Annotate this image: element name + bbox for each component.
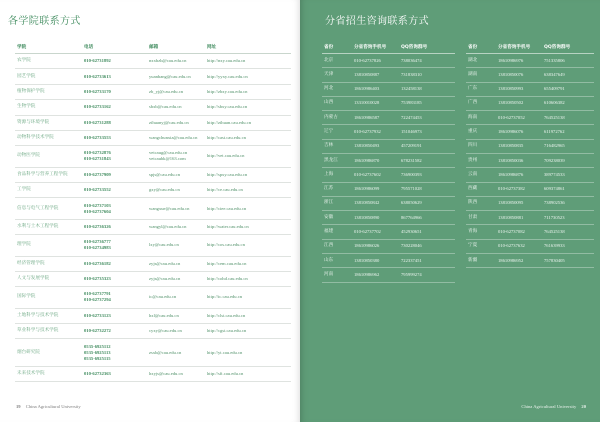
province-name: 天津 bbox=[322, 68, 352, 82]
website-url: http://nxy.cau.edu.cn bbox=[205, 54, 291, 69]
phone-number: 010-62731843 bbox=[84, 156, 111, 162]
province-name: 上海 bbox=[322, 168, 352, 182]
website-url: http://vet.cau.edu.cn bbox=[205, 146, 291, 167]
province-name: 江苏 bbox=[322, 182, 352, 196]
publication-name: China Agricultural University bbox=[25, 404, 81, 409]
college-name: 生物学院 bbox=[15, 100, 82, 115]
qq-group-number: 761639933 bbox=[542, 239, 594, 253]
phone-number: 010-62734983 bbox=[84, 245, 111, 251]
phone-number: 010-62737791 bbox=[84, 291, 111, 297]
phone-number: 0535-6925113 bbox=[84, 349, 111, 355]
email-cell bbox=[147, 235, 205, 256]
qq-group-number: 711730523 bbox=[542, 211, 594, 225]
email-address: wangyl@cau.edu.cn bbox=[149, 223, 187, 229]
qq-group-number: 730228046 bbox=[399, 239, 455, 253]
province-contacts-table-right bbox=[466, 41, 594, 268]
province-name: 青海 bbox=[466, 225, 496, 239]
table-row bbox=[466, 68, 594, 82]
college-contacts-table bbox=[15, 41, 291, 382]
email-cell bbox=[147, 183, 205, 198]
phone-cell bbox=[82, 146, 147, 167]
province-name: 江西 bbox=[322, 239, 352, 253]
email-cell bbox=[147, 198, 205, 219]
phone-number: 010-62733552 bbox=[84, 187, 111, 193]
phone-cell bbox=[82, 287, 147, 308]
qq-group-number: 716482965 bbox=[542, 139, 594, 153]
province-name: 福建 bbox=[322, 225, 352, 239]
table-row bbox=[15, 84, 291, 99]
table-row bbox=[15, 219, 291, 234]
table-row bbox=[322, 168, 455, 182]
table-row bbox=[322, 125, 455, 139]
phone-number: 010-62732876 bbox=[84, 150, 111, 156]
qq-group-number: 638050629 bbox=[399, 196, 455, 210]
qq-group-number: 722337451 bbox=[399, 253, 455, 267]
table-row bbox=[466, 225, 594, 239]
email-cell bbox=[147, 287, 205, 308]
consult-phone: 13810850095 bbox=[496, 196, 542, 210]
email-cell bbox=[147, 339, 205, 366]
consult-phone: 18610986952 bbox=[496, 253, 542, 267]
table-row bbox=[322, 139, 455, 153]
consult-phone: 010-62737632 bbox=[496, 239, 542, 253]
phone-number: 010-62735323 bbox=[84, 276, 111, 282]
consult-phone: 010-62737602 bbox=[352, 168, 399, 182]
table-row bbox=[15, 366, 291, 381]
consult-phone: 010-62737702 bbox=[352, 225, 399, 239]
qq-group-number: 764525138 bbox=[542, 111, 594, 125]
phone-cell bbox=[82, 115, 147, 130]
consult-phone: 18610986099 bbox=[352, 182, 399, 196]
qq-group-number: 151046973 bbox=[399, 125, 455, 139]
phone-cell bbox=[82, 167, 147, 182]
college-name: 资源与环境学院 bbox=[15, 115, 82, 130]
column-header-province: 省份 bbox=[322, 41, 352, 54]
consult-phone: 13810850890 bbox=[352, 211, 399, 225]
table-row bbox=[15, 308, 291, 323]
college-name: 烟台研究院 bbox=[15, 339, 82, 366]
phone-number: 010-62737909 bbox=[84, 171, 111, 177]
phone-number: 0535-6925115 bbox=[84, 355, 111, 361]
email-address: yuanbang@cau.edu.cn bbox=[149, 73, 191, 79]
email-address: lxy@cau.edu.cn bbox=[149, 242, 179, 248]
province-name: 陕西 bbox=[466, 196, 496, 210]
email-address: vetcaubk@163.com bbox=[149, 156, 186, 162]
province-name: 四川 bbox=[466, 139, 496, 153]
phone-cell bbox=[82, 54, 147, 69]
phone-cell bbox=[82, 69, 147, 84]
province-name: 新疆 bbox=[466, 253, 496, 267]
table-row bbox=[466, 253, 594, 267]
email-address: cyxy@cau.edu.cn bbox=[149, 328, 182, 334]
province-name: 河北 bbox=[322, 82, 352, 96]
phone-number: 0535-6925112 bbox=[84, 343, 111, 349]
email-cell bbox=[147, 69, 205, 84]
province-name: 西藏 bbox=[466, 182, 496, 196]
consult-phone: 13810850881 bbox=[496, 211, 542, 225]
email-address: wangxue@cau.edu.cn bbox=[149, 205, 190, 211]
table-row bbox=[15, 69, 291, 84]
qq-group-number: 457209191 bbox=[399, 139, 455, 153]
email-cell bbox=[147, 219, 205, 234]
page-title: 各学院联系方式 bbox=[8, 16, 81, 27]
college-name: 人文与发展学院 bbox=[15, 271, 82, 286]
email-address: hxl@cau.edu.cn bbox=[149, 312, 179, 318]
consult-phone: 18610986403 bbox=[352, 82, 399, 96]
website-url: http://ce.cau.edu.cn bbox=[205, 183, 291, 198]
table-row bbox=[15, 146, 291, 167]
phone-number: 010-62737294 bbox=[84, 297, 111, 303]
qq-group-number: 611972762 bbox=[542, 125, 594, 139]
phone-cell bbox=[82, 219, 147, 234]
qq-group-number: 757830405 bbox=[542, 253, 594, 267]
table-row bbox=[466, 182, 594, 196]
email-address: wangchunxia@cau.edu.cn bbox=[149, 135, 198, 141]
table-row bbox=[466, 139, 594, 153]
email-address: zyjs@cau.edu.cn bbox=[149, 260, 181, 266]
province-contacts-table-left bbox=[322, 41, 455, 283]
table-row bbox=[466, 168, 594, 182]
phone-number: 010-62737604 bbox=[84, 208, 111, 214]
email-address: zb_yj@cau.edu.cn bbox=[149, 88, 184, 94]
phone-number: 010-62736777 bbox=[84, 239, 111, 245]
consult-phone: 010-62737382 bbox=[496, 182, 542, 196]
college-name: 草业科学与技术学院 bbox=[15, 324, 82, 339]
qq-group-number: 795999274 bbox=[399, 268, 455, 282]
email-cell bbox=[147, 130, 205, 145]
website-url: http://yyxy.cau.edu.cn bbox=[205, 69, 291, 84]
page-footer bbox=[12, 404, 81, 409]
province-name: 黑龙江 bbox=[322, 153, 352, 167]
website-url: http://cast.cau.edu.cn bbox=[205, 130, 291, 145]
qq-group-number: 678231582 bbox=[399, 153, 455, 167]
phone-number: 010-62733162 bbox=[84, 104, 111, 110]
college-name: 食品科学与营养工程学院 bbox=[15, 167, 82, 182]
qq-group-number: 753983185 bbox=[399, 96, 455, 110]
phone-number: 010-62733613 bbox=[84, 73, 111, 79]
table-row bbox=[15, 235, 291, 256]
website-url: http://zbxy.cau.edu.cn bbox=[205, 84, 291, 99]
column-header-website: 网址 bbox=[205, 41, 291, 54]
table-row bbox=[466, 153, 594, 167]
consult-phone: 010-62737932 bbox=[352, 125, 399, 139]
consult-phone: 18610986587 bbox=[352, 111, 399, 125]
website-url: http://sft.cau.edu.cn bbox=[205, 366, 291, 381]
consult-phone: 13810850493 bbox=[352, 139, 399, 153]
college-name: 工学院 bbox=[15, 183, 82, 198]
phone-cell bbox=[82, 271, 147, 286]
phone-cell bbox=[82, 100, 147, 115]
email-address: ic@cau.edu.cn bbox=[149, 294, 177, 300]
province-name: 广西 bbox=[466, 96, 496, 110]
table-row bbox=[15, 100, 291, 115]
email-address: zyjs@cau.edu.cn bbox=[149, 276, 181, 282]
consult-phone: 13810850036 bbox=[496, 153, 542, 167]
consult-phone: 13810850887 bbox=[352, 68, 399, 82]
phone-number: 010-62736182 bbox=[84, 260, 111, 266]
email-cell bbox=[147, 256, 205, 271]
page-number: 20 bbox=[581, 404, 586, 409]
qq-group-number: 795571028 bbox=[399, 182, 455, 196]
phone-cell bbox=[82, 235, 147, 256]
website-url: http://clst.cau.edu.cn bbox=[205, 308, 291, 323]
website-url: http://cgst.cau.edu.cn bbox=[205, 324, 291, 339]
column-header-phone: 分省咨询手机号 bbox=[496, 41, 542, 54]
email-cell bbox=[147, 84, 205, 99]
college-name: 植物保护学院 bbox=[15, 84, 82, 99]
table-row bbox=[322, 111, 455, 125]
qq-group-number: 452930651 bbox=[399, 225, 455, 239]
qq-group-number: 731838310 bbox=[399, 68, 455, 82]
consult-phone: 010-62737052 bbox=[496, 111, 542, 125]
consult-phone: 18610986976 bbox=[496, 54, 542, 68]
column-header-province: 省份 bbox=[466, 41, 496, 54]
table-row bbox=[322, 253, 455, 267]
table-row bbox=[322, 153, 455, 167]
province-name: 海南 bbox=[466, 111, 496, 125]
phone-number: 010-62736326 bbox=[84, 223, 111, 229]
consult-phone: 010-62737082 bbox=[496, 225, 542, 239]
column-header-college: 学院 bbox=[15, 41, 82, 54]
table-row bbox=[466, 196, 594, 210]
consult-phone: 18610986026 bbox=[352, 239, 399, 253]
consult-phone: 13810850380 bbox=[352, 253, 399, 267]
province-name: 云南 bbox=[466, 168, 496, 182]
table-row bbox=[466, 82, 594, 96]
college-name: 水利与土木工程学院 bbox=[15, 219, 82, 234]
table-row bbox=[322, 268, 455, 282]
province-name: 贵州 bbox=[466, 153, 496, 167]
email-address: spjs@cau.edu.cn bbox=[149, 171, 181, 177]
website-url: http://water.cau.edu.cn bbox=[205, 219, 291, 234]
phone-number: 010-62737103 bbox=[84, 202, 111, 208]
phone-number: 010-62731892 bbox=[84, 58, 111, 64]
table-row bbox=[15, 287, 291, 308]
qq-group-number: 609374861 bbox=[542, 182, 594, 196]
phone-number: 010-62732272 bbox=[84, 328, 111, 334]
table-row bbox=[15, 339, 291, 366]
qq-group-number: 738036474 bbox=[399, 54, 455, 68]
email-address: gxy@cau.edu.cn bbox=[149, 187, 180, 193]
college-name: 未来技术学院 bbox=[15, 366, 82, 381]
table-row bbox=[15, 115, 291, 130]
qq-group-number: 638347649 bbox=[542, 68, 594, 82]
table-row bbox=[322, 96, 455, 110]
province-name: 河南 bbox=[322, 268, 352, 282]
phone-cell bbox=[82, 183, 147, 198]
phone-cell bbox=[82, 366, 147, 381]
table-row bbox=[466, 54, 594, 68]
table-row bbox=[15, 271, 291, 286]
province-name: 甘肃 bbox=[466, 211, 496, 225]
consult-phone: 13810850842 bbox=[352, 196, 399, 210]
email-address: sbxb@cau.edu.cn bbox=[149, 104, 182, 110]
right-page bbox=[300, 0, 600, 422]
website-url: http://cohd.cau.edu.cn bbox=[205, 271, 291, 286]
phone-number: 010-62733123 bbox=[84, 312, 111, 318]
table-row bbox=[466, 211, 594, 225]
website-url: http://cem.cau.edu.cn bbox=[205, 256, 291, 271]
college-name: 土地科学与技术学院 bbox=[15, 308, 82, 323]
consult-phone: 18610986870 bbox=[352, 153, 399, 167]
table-row bbox=[322, 68, 455, 82]
phone-cell bbox=[82, 256, 147, 271]
consult-phone: 13810850835 bbox=[496, 139, 542, 153]
consult-phone: 13810850076 bbox=[496, 68, 542, 82]
email-address: hxyjs@cau.edu.cn bbox=[149, 370, 183, 376]
qq-group-number: 709238039 bbox=[542, 153, 594, 167]
phone-cell bbox=[82, 308, 147, 323]
page-footer bbox=[521, 404, 590, 409]
table-row bbox=[15, 130, 291, 145]
province-name: 山东 bbox=[322, 253, 352, 267]
college-name: 信息与电气工程学院 bbox=[15, 198, 82, 219]
college-name: 动物科学技术学院 bbox=[15, 130, 82, 145]
table-header-row bbox=[15, 41, 291, 54]
email-cell bbox=[147, 54, 205, 69]
email-address: zsxb@cau.edu.cn bbox=[149, 349, 182, 355]
phone-cell bbox=[82, 84, 147, 99]
table-row bbox=[15, 256, 291, 271]
college-name: 理学院 bbox=[15, 235, 82, 256]
consult-phone: 13810850502 bbox=[496, 96, 542, 110]
consult-phone: 13310010028 bbox=[352, 96, 399, 110]
column-header-phone: 分省咨询手机号 bbox=[352, 41, 399, 54]
table-row bbox=[322, 211, 455, 225]
email-cell bbox=[147, 146, 205, 167]
province-name: 宁夏 bbox=[466, 239, 496, 253]
website-url: http://yt.cau.edu.cn bbox=[205, 339, 291, 366]
website-url: http://cos.cau.edu.cn bbox=[205, 235, 291, 256]
province-name: 安徽 bbox=[322, 211, 352, 225]
province-name: 辽宁 bbox=[322, 125, 352, 139]
qq-group-number: 738902536 bbox=[542, 196, 594, 210]
qq-group-number: 722474453 bbox=[399, 111, 455, 125]
column-header-email: 邮箱 bbox=[147, 41, 205, 54]
phone-number: 010-62732363 bbox=[84, 370, 111, 376]
email-cell bbox=[147, 271, 205, 286]
college-name: 园艺学院 bbox=[15, 69, 82, 84]
table-row bbox=[466, 96, 594, 110]
email-cell bbox=[147, 324, 205, 339]
consult-phone: 13810850993 bbox=[496, 82, 542, 96]
publication-name: China Agricultural University bbox=[521, 404, 577, 409]
email-cell bbox=[147, 115, 205, 130]
qq-group-number: 867764966 bbox=[399, 211, 455, 225]
province-name: 湖南 bbox=[466, 68, 496, 82]
website-url: http://ciee.cau.edu.cn bbox=[205, 198, 291, 219]
table-row bbox=[322, 82, 455, 96]
phone-number: 010-62731288 bbox=[84, 119, 111, 125]
page-title: 分省招生咨询联系方式 bbox=[325, 16, 429, 27]
college-name: 农学院 bbox=[15, 54, 82, 69]
email-address: vetcaug@cau.edu.cn bbox=[149, 150, 188, 156]
table-header-row bbox=[466, 41, 594, 54]
province-name: 吉林 bbox=[322, 139, 352, 153]
column-header-qq: QQ咨询群号 bbox=[542, 41, 594, 54]
email-cell bbox=[147, 167, 205, 182]
table-header-row bbox=[322, 41, 455, 54]
province-name: 重庆 bbox=[466, 125, 496, 139]
table-row bbox=[15, 183, 291, 198]
phone-cell bbox=[82, 130, 147, 145]
column-header-phone: 电话 bbox=[82, 41, 147, 54]
province-name: 广东 bbox=[466, 82, 496, 96]
phone-cell bbox=[82, 324, 147, 339]
phone-cell bbox=[82, 339, 147, 366]
consult-phone: 18610986962 bbox=[352, 268, 399, 282]
table-row bbox=[466, 239, 594, 253]
qq-group-number: 751335806 bbox=[542, 54, 594, 68]
email-address: nxxbzb@cau.edu.cn bbox=[149, 58, 187, 64]
table-row bbox=[466, 125, 594, 139]
province-name: 北京 bbox=[322, 54, 352, 68]
email-address: zihuanyj@cau.edu.cn bbox=[149, 119, 189, 125]
qq-group-number: 655409791 bbox=[542, 82, 594, 96]
table-row bbox=[466, 111, 594, 125]
province-name: 湖北 bbox=[466, 54, 496, 68]
table-row bbox=[322, 196, 455, 210]
website-url: http://ic.cau.edu.cn bbox=[205, 287, 291, 308]
qq-group-number: 764525138 bbox=[542, 225, 594, 239]
website-url: http://spxy.cau.edu.cn bbox=[205, 167, 291, 182]
province-name: 浙江 bbox=[322, 196, 352, 210]
college-name: 国际学院 bbox=[15, 287, 82, 308]
consult-phone: 18610986876 bbox=[496, 168, 542, 182]
province-name: 内蒙古 bbox=[322, 111, 352, 125]
college-name: 动物医学院 bbox=[15, 146, 82, 167]
table-row bbox=[15, 198, 291, 219]
table-row bbox=[322, 225, 455, 239]
phone-cell bbox=[82, 198, 147, 219]
phone-number: 010-62733170 bbox=[84, 88, 111, 94]
phone-number: 010-62733553 bbox=[84, 135, 111, 141]
table-row bbox=[15, 54, 291, 69]
qq-group-number: 736900393 bbox=[399, 168, 455, 182]
page-number: 19 bbox=[16, 404, 21, 409]
table-row bbox=[322, 182, 455, 196]
consult-phone: 010-62737826 bbox=[352, 54, 399, 68]
qq-group-number: 610606382 bbox=[542, 96, 594, 110]
qq-group-number: 389774533 bbox=[542, 168, 594, 182]
table-row bbox=[322, 239, 455, 253]
table-row bbox=[322, 54, 455, 68]
website-url: http://sbxy.cau.edu.cn bbox=[205, 100, 291, 115]
email-cell bbox=[147, 308, 205, 323]
table-row bbox=[15, 324, 291, 339]
column-header-qq: QQ咨询群号 bbox=[399, 41, 455, 54]
province-name: 山西 bbox=[322, 96, 352, 110]
qq-group-number: 132458138 bbox=[399, 82, 455, 96]
consult-phone: 18610986076 bbox=[496, 125, 542, 139]
email-cell bbox=[147, 100, 205, 115]
college-name: 经济管理学院 bbox=[15, 256, 82, 271]
table-row bbox=[15, 167, 291, 182]
website-url: http://zihuan.cau.edu.cn bbox=[205, 115, 291, 130]
email-cell bbox=[147, 366, 205, 381]
